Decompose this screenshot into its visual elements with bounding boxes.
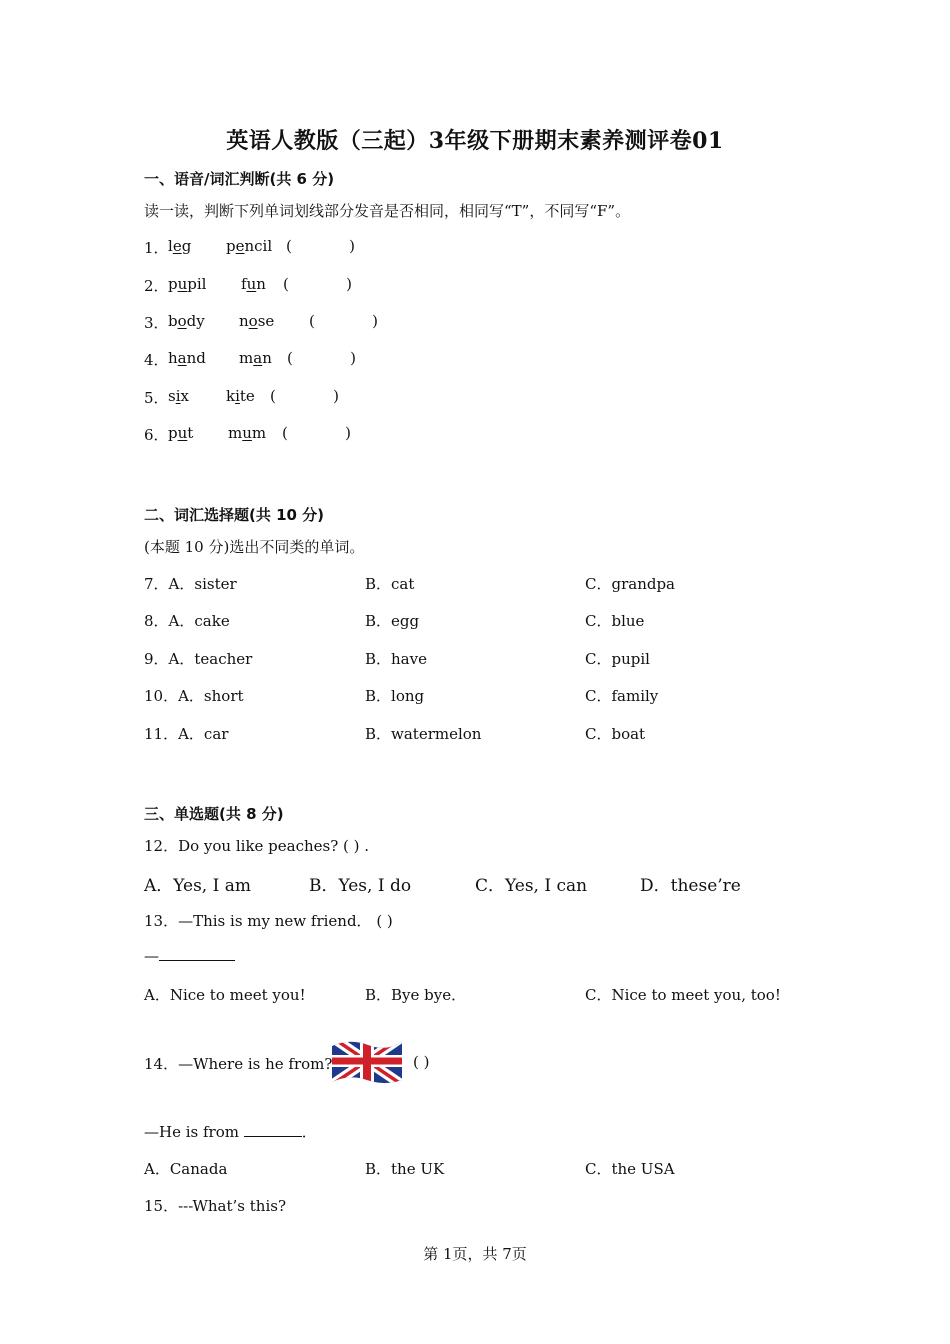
- uk-flag-image: [330, 1036, 404, 1086]
- q14-option-a[interactable]: A．Canada: [144, 1160, 228, 1178]
- phonics-item-number: 4．: [144, 351, 169, 369]
- vocab-option-b[interactable]: B．watermelon: [365, 725, 482, 743]
- answer-paren[interactable]: ( ): [283, 275, 352, 293]
- phonics-word-2: mum: [228, 424, 267, 442]
- phonics-word-1: leg: [168, 237, 192, 255]
- phonics-word-1: put: [168, 424, 194, 442]
- q13-answer-prefix: —: [144, 947, 159, 965]
- q12-option-b[interactable]: B．Yes, I do: [309, 876, 412, 896]
- answer-paren[interactable]: ( ): [309, 312, 378, 330]
- q14-answer-prefix: —He is from: [144, 1123, 239, 1141]
- page-footer: 第 1页，共 7页: [423, 1245, 527, 1263]
- q12-option-d[interactable]: D．these’re: [640, 876, 741, 896]
- q14-option-b[interactable]: B．the UK: [365, 1160, 445, 1178]
- vocab-option-c[interactable]: C．grandpa: [585, 575, 676, 593]
- page-title: 英语人教版（三起）3年级下册期末素养测评卷01: [226, 128, 724, 154]
- phonics-item-number: 6．: [144, 426, 169, 444]
- phonics-word-2: kite: [226, 387, 255, 405]
- q14-answer-blank[interactable]: [244, 1135, 302, 1137]
- answer-paren[interactable]: ( ): [287, 349, 356, 367]
- q14-option-c[interactable]: C．the USA: [585, 1160, 675, 1178]
- vocab-option-b[interactable]: B．cat: [365, 575, 415, 593]
- section1-instruction: 读一读，判断下列单词划线部分发音是否相同，相同写“T”，不同写“F”。: [144, 202, 631, 220]
- q13-answer-blank[interactable]: [159, 959, 235, 961]
- vocab-option-c[interactable]: C．pupil: [585, 650, 650, 668]
- phonics-word-2: fun: [241, 275, 266, 293]
- q12-option-c[interactable]: C．Yes, I can: [475, 876, 588, 896]
- q14-text: 14．—Where is he from?: [144, 1055, 333, 1073]
- q14-paren[interactable]: ( ): [413, 1053, 430, 1071]
- q13-option-c[interactable]: C．Nice to meet you, too!: [585, 986, 781, 1004]
- phonics-word-2: nose: [239, 312, 275, 330]
- answer-paren[interactable]: ( ): [270, 387, 339, 405]
- phonics-word-1: pupil: [168, 275, 207, 293]
- q13-text: 13．—This is my new friend． ( ): [144, 912, 393, 930]
- answer-paren[interactable]: ( ): [286, 237, 355, 255]
- vocab-option-c[interactable]: C．family: [585, 687, 659, 705]
- uk-flag-icon: [330, 1036, 404, 1086]
- vocab-option-a[interactable]: 10．A．short: [144, 687, 244, 705]
- phonics-word-1: body: [168, 312, 205, 330]
- q12-option-a[interactable]: A．Yes, I am: [144, 876, 251, 896]
- vocab-option-a[interactable]: 11．A．car: [144, 725, 229, 743]
- q12-text: 12．Do you like peaches? ( ) .: [144, 837, 370, 855]
- q13-option-b[interactable]: B．Bye bye．: [365, 986, 467, 1004]
- phonics-item-number: 5．: [144, 389, 169, 407]
- answer-paren[interactable]: ( ): [282, 424, 351, 442]
- vocab-option-c[interactable]: C．blue: [585, 612, 645, 630]
- phonics-item-number: 2．: [144, 277, 169, 295]
- section2-heading: 二、词汇选择题(共 10 分): [144, 506, 325, 524]
- vocab-option-a[interactable]: 7．A．sister: [144, 575, 237, 593]
- phonics-word-2: pencil: [226, 237, 273, 255]
- phonics-item-number: 1．: [144, 239, 169, 257]
- phonics-item-number: 3．: [144, 314, 169, 332]
- phonics-word-1: hand: [168, 349, 206, 367]
- q15-text: 15．---What’s this?: [144, 1197, 286, 1215]
- vocab-option-a[interactable]: 8．A．cake: [144, 612, 230, 630]
- section3-heading: 三、单选题(共 8 分): [144, 805, 284, 823]
- vocab-option-c[interactable]: C．boat: [585, 725, 646, 743]
- q14-answer-suffix: ．: [301, 1123, 317, 1141]
- q13-option-a[interactable]: A．Nice to meet you!: [144, 986, 306, 1004]
- section2-instruction: (本题 10 分)选出不同类的单词。: [144, 538, 365, 556]
- vocab-option-a[interactable]: 9．A．teacher: [144, 650, 253, 668]
- section1-heading: 一、语音/词汇判断(共 6 分): [144, 170, 335, 188]
- vocab-option-b[interactable]: B．long: [365, 687, 425, 705]
- phonics-word-1: six: [168, 387, 189, 405]
- vocab-option-b[interactable]: B．egg: [365, 612, 420, 630]
- q14-answer-line[interactable]: [144, 1121, 317, 1142]
- q13-answer-line[interactable]: [144, 947, 235, 965]
- vocab-option-b[interactable]: B．have: [365, 650, 427, 668]
- phonics-word-2: man: [239, 349, 272, 367]
